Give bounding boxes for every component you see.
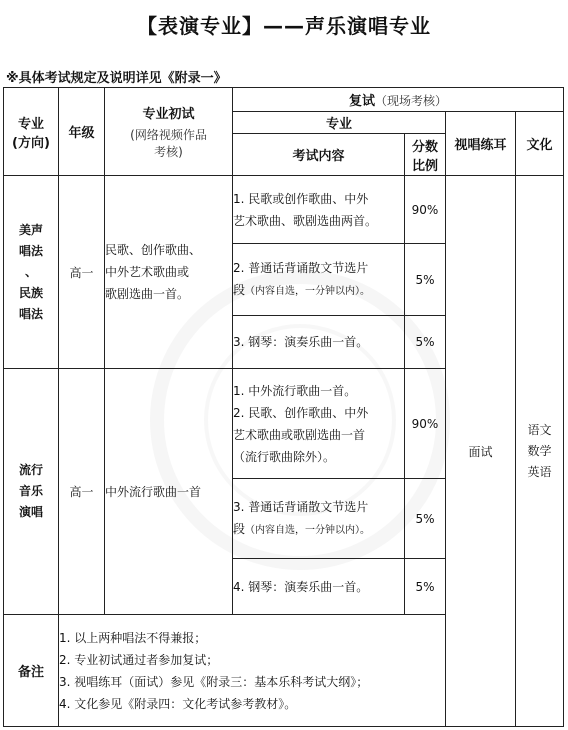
score-ratio: 90%	[405, 369, 446, 479]
retest-item: 1. 中外流行歌曲一首。 2. 民歌、创作歌曲、中外 艺术歌曲或歌剧选曲一首 （流行歌曲除外）。	[233, 369, 405, 479]
retest-item: 4. 钢琴：演奏乐曲一首。	[233, 559, 405, 615]
header-content: 考试内容	[233, 134, 405, 176]
retest-item: 3. 普通话背诵散文节选片 段（内容自选，一分钟以内）。	[233, 479, 405, 559]
culture-subjects: 语文 数学 英语	[516, 176, 564, 727]
note-item: 3. 视唱练耳（面试）参见《附录三：基本乐科考试大纲》；	[59, 674, 369, 689]
header-major: 专业	[233, 112, 446, 134]
note-item: 1. 以上两种唱法不得兼报；	[59, 630, 207, 645]
preliminary-content: 中外流行歌曲一首	[105, 369, 233, 615]
note-item: 4. 文化参见《附录四：文化考试参考教材》。	[59, 696, 297, 711]
header-major-direction: 专业 (方向)	[4, 88, 59, 176]
notes-list	[59, 615, 564, 727]
retest-item: 1. 民歌或创作歌曲、中外 艺术歌曲、歌剧选曲两首。	[233, 176, 405, 244]
score-ratio: 5%	[405, 316, 446, 369]
score-ratio: 5%	[405, 479, 446, 559]
appendix-note: ※具体考试规定及说明详见《附录一》	[6, 71, 227, 86]
note-item: 2. 专业初试通过者参加复试；	[59, 652, 219, 667]
header-grade: 年级	[59, 88, 105, 176]
retest-item: 3. 钢琴：演奏乐曲一首。	[233, 316, 405, 369]
sight-singing-value: 面试	[446, 176, 516, 727]
retest-item: 2. 普通话背诵散文节选片 段（内容自选，一分钟以内）。	[233, 244, 405, 316]
direction-pop-singing: 流行 音乐 演唱	[4, 369, 59, 615]
exam-table	[3, 87, 564, 727]
grade-cell: 高一	[59, 176, 105, 369]
header-culture: 文化	[516, 112, 564, 176]
page-title: 【表演专业】——声乐演唱专业	[137, 14, 431, 38]
header-retest: 复试（现场考核）	[233, 88, 564, 112]
notes-label: 备注	[4, 615, 59, 727]
header-ratio: 分数 比例	[405, 134, 446, 176]
direction-bel-canto-folk: 美声 唱法 、 民族 唱法	[4, 176, 59, 369]
header-sight-singing: 视唱练耳	[446, 112, 516, 176]
preliminary-content: 民歌、创作歌曲、 中外艺术歌曲或 歌剧选曲一首。	[105, 176, 233, 369]
score-ratio: 5%	[405, 244, 446, 316]
grade-cell: 高一	[59, 369, 105, 615]
score-ratio: 5%	[405, 559, 446, 615]
header-preliminary: 专业初试 (网络视频作品 考核)	[105, 88, 233, 176]
score-ratio: 90%	[405, 176, 446, 244]
